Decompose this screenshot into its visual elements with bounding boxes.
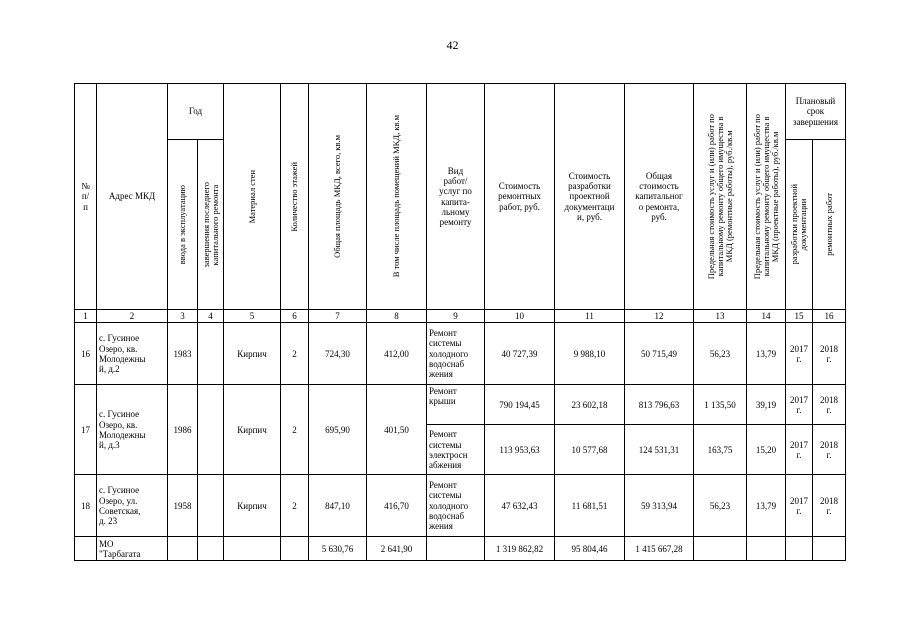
- total-empty: [427, 537, 485, 561]
- row-planned-design: 2017 г.: [786, 385, 813, 425]
- column-number: 4: [198, 310, 224, 323]
- header-limit-design: Предельная стоимость услуг и (или) работ по капитальному ремонту общего имущества в МКД (проектные работы), руб./кв.м: [747, 84, 786, 310]
- header-total-cost: Общая стоимость капитальног о ремонта, руб.: [625, 84, 694, 310]
- row-premises-area: 416,70: [367, 475, 427, 537]
- total-premises-area: 2 641,90: [367, 537, 427, 561]
- row-repair-cost: 47 632,43: [485, 475, 555, 537]
- row-work-type: Ремонт системы холодного водоснаб жения: [427, 323, 485, 385]
- header-limit-repair: Предельная стоимость услуг и (или) работ по капитальному ремонту общего имущества в МКД (ремонтные работы), руб./кв.м: [694, 84, 747, 310]
- total-total-cost: 1 415 667,28: [625, 537, 694, 561]
- total-empty: [786, 537, 813, 561]
- column-number: 7: [309, 310, 367, 323]
- row-work-type: Ремонт системы электросн абжения: [427, 425, 485, 475]
- row-total-cost: 124 531,31: [625, 425, 694, 475]
- column-number: 11: [555, 310, 625, 323]
- row-premises-area: 412,00: [367, 323, 427, 385]
- header-year-last-repair: завершения последнего капитального ремонта: [198, 140, 224, 310]
- row-year-commission: 1958: [168, 475, 198, 537]
- row-design-cost: 9 988,10: [555, 323, 625, 385]
- header-design-cost: Стоимость разработки проектной документаци и, руб.: [555, 84, 625, 310]
- row-wall-material: Кирпич: [224, 475, 281, 537]
- header-planned-group: Плановый срок завершения: [786, 84, 846, 140]
- row-limit-repair: 163,75: [694, 425, 747, 475]
- row-repair-cost: 40 727,39: [485, 323, 555, 385]
- row-total-cost: 813 796,63: [625, 385, 694, 425]
- row-total-cost: 50 715,49: [625, 323, 694, 385]
- column-number: 6: [281, 310, 309, 323]
- row-planned-repair: 2018 г.: [813, 385, 846, 425]
- row-limit-design: 13,79: [747, 475, 786, 537]
- header-floors: Количество этажей: [281, 84, 309, 310]
- row-design-cost: 10 577,68: [555, 425, 625, 475]
- row-total-area: 724,30: [309, 323, 367, 385]
- row-planned-repair: 2018 г.: [813, 475, 846, 537]
- header-planned-design: разработки проектной документации: [786, 140, 813, 310]
- row-limit-design: 15,20: [747, 425, 786, 475]
- column-number: 8: [367, 310, 427, 323]
- row-design-cost: 11 681,51: [555, 475, 625, 537]
- row-work-type: Ремонт крыши: [427, 385, 485, 425]
- total-empty: [281, 537, 309, 561]
- header-premises-area: В том числе площадь помещений МКД, кв.м: [367, 84, 427, 310]
- header-work-type: Вид работ/ услуг по капита- льному ремонту: [427, 84, 485, 310]
- capital-repair-table: [74, 83, 846, 561]
- row-wall-material: Кирпич: [224, 323, 281, 385]
- row-limit-repair: 56,23: [694, 323, 747, 385]
- row-address: с. Гусиное Озеро, кв. Молодежны й, д.2: [97, 323, 168, 385]
- total-repair-cost: 1 319 862,82: [485, 537, 555, 561]
- row-year-last-repair: [198, 475, 224, 537]
- row-total-area: 847,10: [309, 475, 367, 537]
- total-num: [75, 537, 97, 561]
- column-number: 16: [813, 310, 846, 323]
- row-planned-repair: 2018 г.: [813, 323, 846, 385]
- header-repair-cost: Стоимость ремонтных работ, руб.: [485, 84, 555, 310]
- table-row: [75, 475, 846, 537]
- total-row: [75, 537, 846, 561]
- total-empty: [224, 537, 281, 561]
- header-year-group: Год: [168, 84, 224, 140]
- row-repair-cost: 790 194,45: [485, 385, 555, 425]
- row-work-type: Ремонт системы холодного водоснаб жения: [427, 475, 485, 537]
- total-empty: [168, 537, 198, 561]
- table-row: [75, 385, 846, 425]
- column-number: 2: [97, 310, 168, 323]
- total-empty: [813, 537, 846, 561]
- row-num: 16: [75, 323, 97, 385]
- row-planned-design: 2017 г.: [786, 425, 813, 475]
- column-number: 14: [747, 310, 786, 323]
- column-number: 10: [485, 310, 555, 323]
- row-total-cost: 59 313,94: [625, 475, 694, 537]
- row-repair-cost: 113 953,63: [485, 425, 555, 475]
- column-number: 9: [427, 310, 485, 323]
- total-empty: [198, 537, 224, 561]
- column-number: 12: [625, 310, 694, 323]
- row-premises-area: 401,50: [367, 385, 427, 475]
- row-total-area: 695,90: [309, 385, 367, 475]
- column-number: 5: [224, 310, 281, 323]
- total-label: МО "Тарбагата: [97, 537, 168, 561]
- table-row: [75, 323, 846, 385]
- row-limit-design: 13,79: [747, 323, 786, 385]
- column-number-row: [75, 310, 846, 323]
- column-number: 13: [694, 310, 747, 323]
- row-planned-design: 2017 г.: [786, 323, 813, 385]
- total-empty: [747, 537, 786, 561]
- row-floors: 2: [281, 385, 309, 475]
- header-num: № п/ п: [75, 84, 97, 310]
- row-floors: 2: [281, 323, 309, 385]
- row-address: с. Гусиное Озеро, ул. Советская, д. 23: [97, 475, 168, 537]
- column-number: 3: [168, 310, 198, 323]
- header-total-area: Общая площадь МКД, всего, кв.м: [309, 84, 367, 310]
- column-number: 15: [786, 310, 813, 323]
- row-year-commission: 1983: [168, 323, 198, 385]
- row-year-commission: 1986: [168, 385, 198, 475]
- column-number: 1: [75, 310, 97, 323]
- page-number: 42: [446, 38, 459, 52]
- row-address: с. Гусиное Озеро, кв. Молодежны й, д.3: [97, 385, 168, 475]
- row-num: 17: [75, 385, 97, 475]
- header-address: Адрес МКД: [97, 84, 168, 310]
- total-total-area: 5 630,76: [309, 537, 367, 561]
- row-wall-material: Кирпич: [224, 385, 281, 475]
- header-wall-material: Материал стен: [224, 84, 281, 310]
- row-num: 18: [75, 475, 97, 537]
- total-design-cost: 95 804,46: [555, 537, 625, 561]
- row-design-cost: 23 602,18: [555, 385, 625, 425]
- row-limit-repair: 1 135,50: [694, 385, 747, 425]
- row-floors: 2: [281, 475, 309, 537]
- row-limit-repair: 56,23: [694, 475, 747, 537]
- row-year-last-repair: [198, 385, 224, 475]
- row-planned-design: 2017 г.: [786, 475, 813, 537]
- row-year-last-repair: [198, 323, 224, 385]
- header-planned-repair: ремонтных работ: [813, 140, 846, 310]
- row-limit-design: 39,19: [747, 385, 786, 425]
- header-year-commission: ввода в эксплуатацию: [168, 140, 198, 310]
- total-empty: [694, 537, 747, 561]
- row-planned-repair: 2018 г.: [813, 425, 846, 475]
